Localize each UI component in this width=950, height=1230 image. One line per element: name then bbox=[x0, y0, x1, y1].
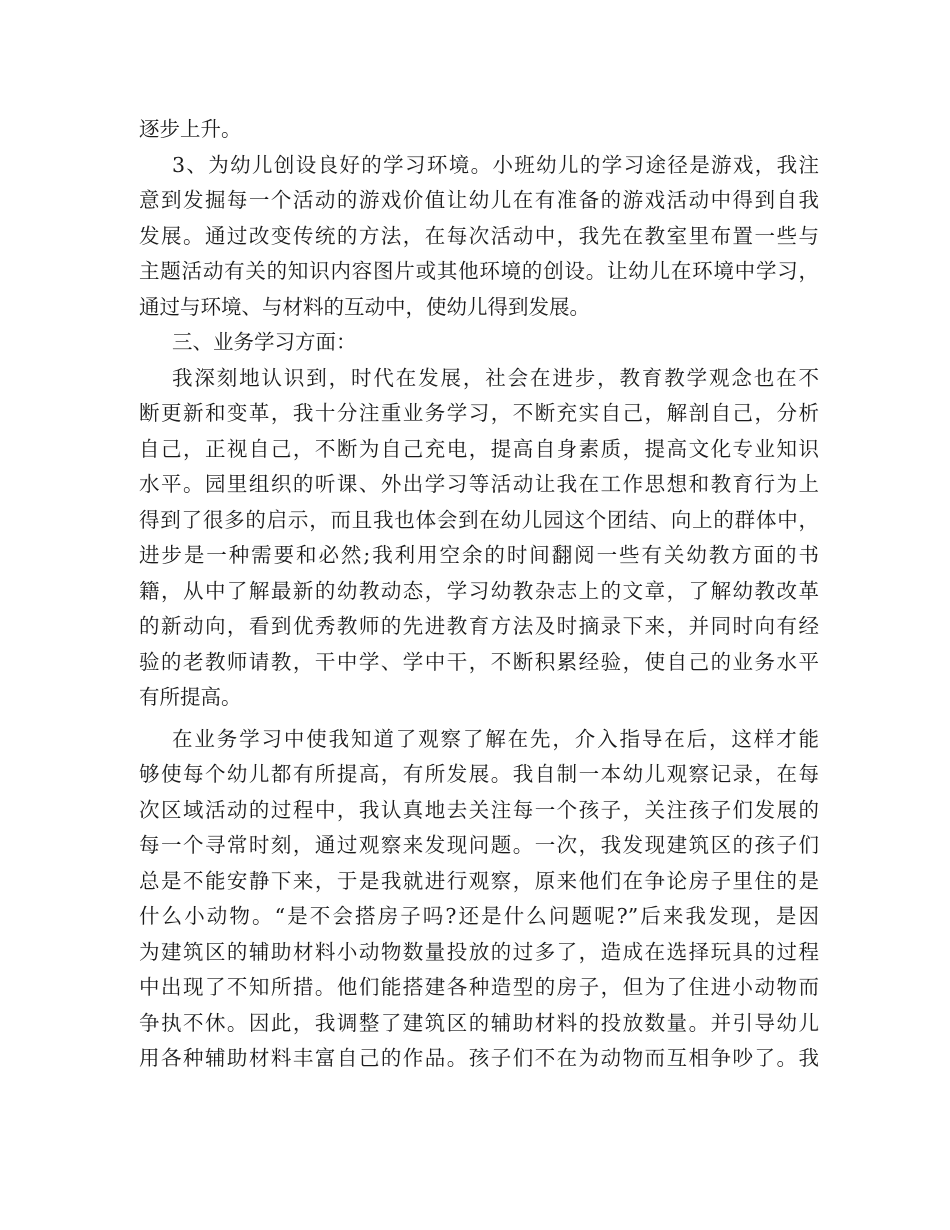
text-line: 籍，从中了解最新的幼教动态，学习幼教杂志上的文章，了解幼教改革 bbox=[139, 578, 819, 603]
text-line: 断更新和变革，我十分注重业务学习，不断充实自己，解剖自己，分析 bbox=[139, 401, 819, 425]
text-line: 进步是一种需要和必然;我利用空余的时间翻阅一些有关幼教方面的书 bbox=[139, 543, 819, 567]
text-line: 三、业务学习方面： bbox=[172, 330, 357, 354]
document-body bbox=[139, 112, 819, 1077]
text-line: 什么小动物。“是不会搭房子吗?还是什么问题呢?”后来我发现，是因 bbox=[139, 904, 819, 928]
text-line: 每一个寻常时刻，通过观察来发现问题。一次，我发现建筑区的孩子们 bbox=[139, 833, 819, 857]
text-line: 的新动向，看到优秀教师的先进教育方法及时摘录下来，并同时向有经 bbox=[139, 614, 819, 638]
text-line: 3、为幼儿创设良好的学习环境。小班幼儿的学习途径是游戏，我注 bbox=[172, 152, 819, 177]
text-line: 用各种辅助材料丰富自己的作品。孩子们不在为动物而互相争吵了。我 bbox=[139, 1046, 819, 1070]
text-line: 总是不能安静下来，于是我就进行观察，原来他们在争论房子里住的是 bbox=[139, 868, 819, 893]
text-line: 得到了很多的启示，而且我也体会到在幼儿园这个团结、向上的群体中， bbox=[139, 507, 819, 532]
text-line: 意到发掘每一个活动的游戏价值让幼儿在有准备的游戏活动中得到自我 bbox=[139, 188, 819, 212]
text-line: 在业务学习中使我知道了观察了解在先，介入指导在后，这样才能 bbox=[172, 726, 819, 751]
text-line: 逐步上升。 bbox=[139, 117, 242, 141]
text-line: 我深刻地认识到，时代在发展，社会在进步，教育教学观念也在不 bbox=[172, 365, 819, 390]
paragraph bbox=[139, 112, 819, 148]
text-line: 争执不休。因此，我调整了建筑区的辅助材料的投放数量。并引导幼儿 bbox=[139, 1010, 819, 1035]
text-line: 中出现了不知所措。他们能搭建各种造型的房子，但为了住进小动物而 bbox=[139, 975, 819, 999]
text-line: 验的老教师请教，干中学、学中干，不断积累经验，使自己的业务水平 bbox=[139, 649, 819, 674]
text-line: 为建筑区的辅助材料小动物数量投放的过多了，造成在选择玩具的过程 bbox=[139, 939, 819, 964]
text-line: 次区域活动的过程中，我认真地去关注每一个孩子，关注孩子们发展的 bbox=[139, 797, 819, 822]
text-line: 自己，正视自己，不断为自己充电，提高自身素质，提高文化专业知识 bbox=[139, 436, 819, 461]
paragraph bbox=[139, 361, 819, 716]
text-line: 有所提高。 bbox=[139, 685, 242, 709]
paragraph bbox=[139, 148, 819, 326]
section-heading bbox=[139, 325, 819, 361]
text-line: 发展。通过改变传统的方法，在每次活动中，我先在教室里布置一些与 bbox=[139, 223, 819, 248]
text-line: 主题活动有关的知识内容图片或其他环境的创设。让幼儿在环境中学习， bbox=[139, 259, 819, 283]
paragraph bbox=[139, 722, 819, 1077]
text-line: 通过与环境、与材料的互动中，使幼儿得到发展。 bbox=[139, 294, 590, 319]
text-line: 够使每个幼儿都有所提高，有所发展。我自制一本幼儿观察记录，在每 bbox=[139, 762, 819, 786]
text-line: 水平。园里组织的听课、外出学习等活动让我在工作思想和教育行为上 bbox=[139, 472, 819, 496]
